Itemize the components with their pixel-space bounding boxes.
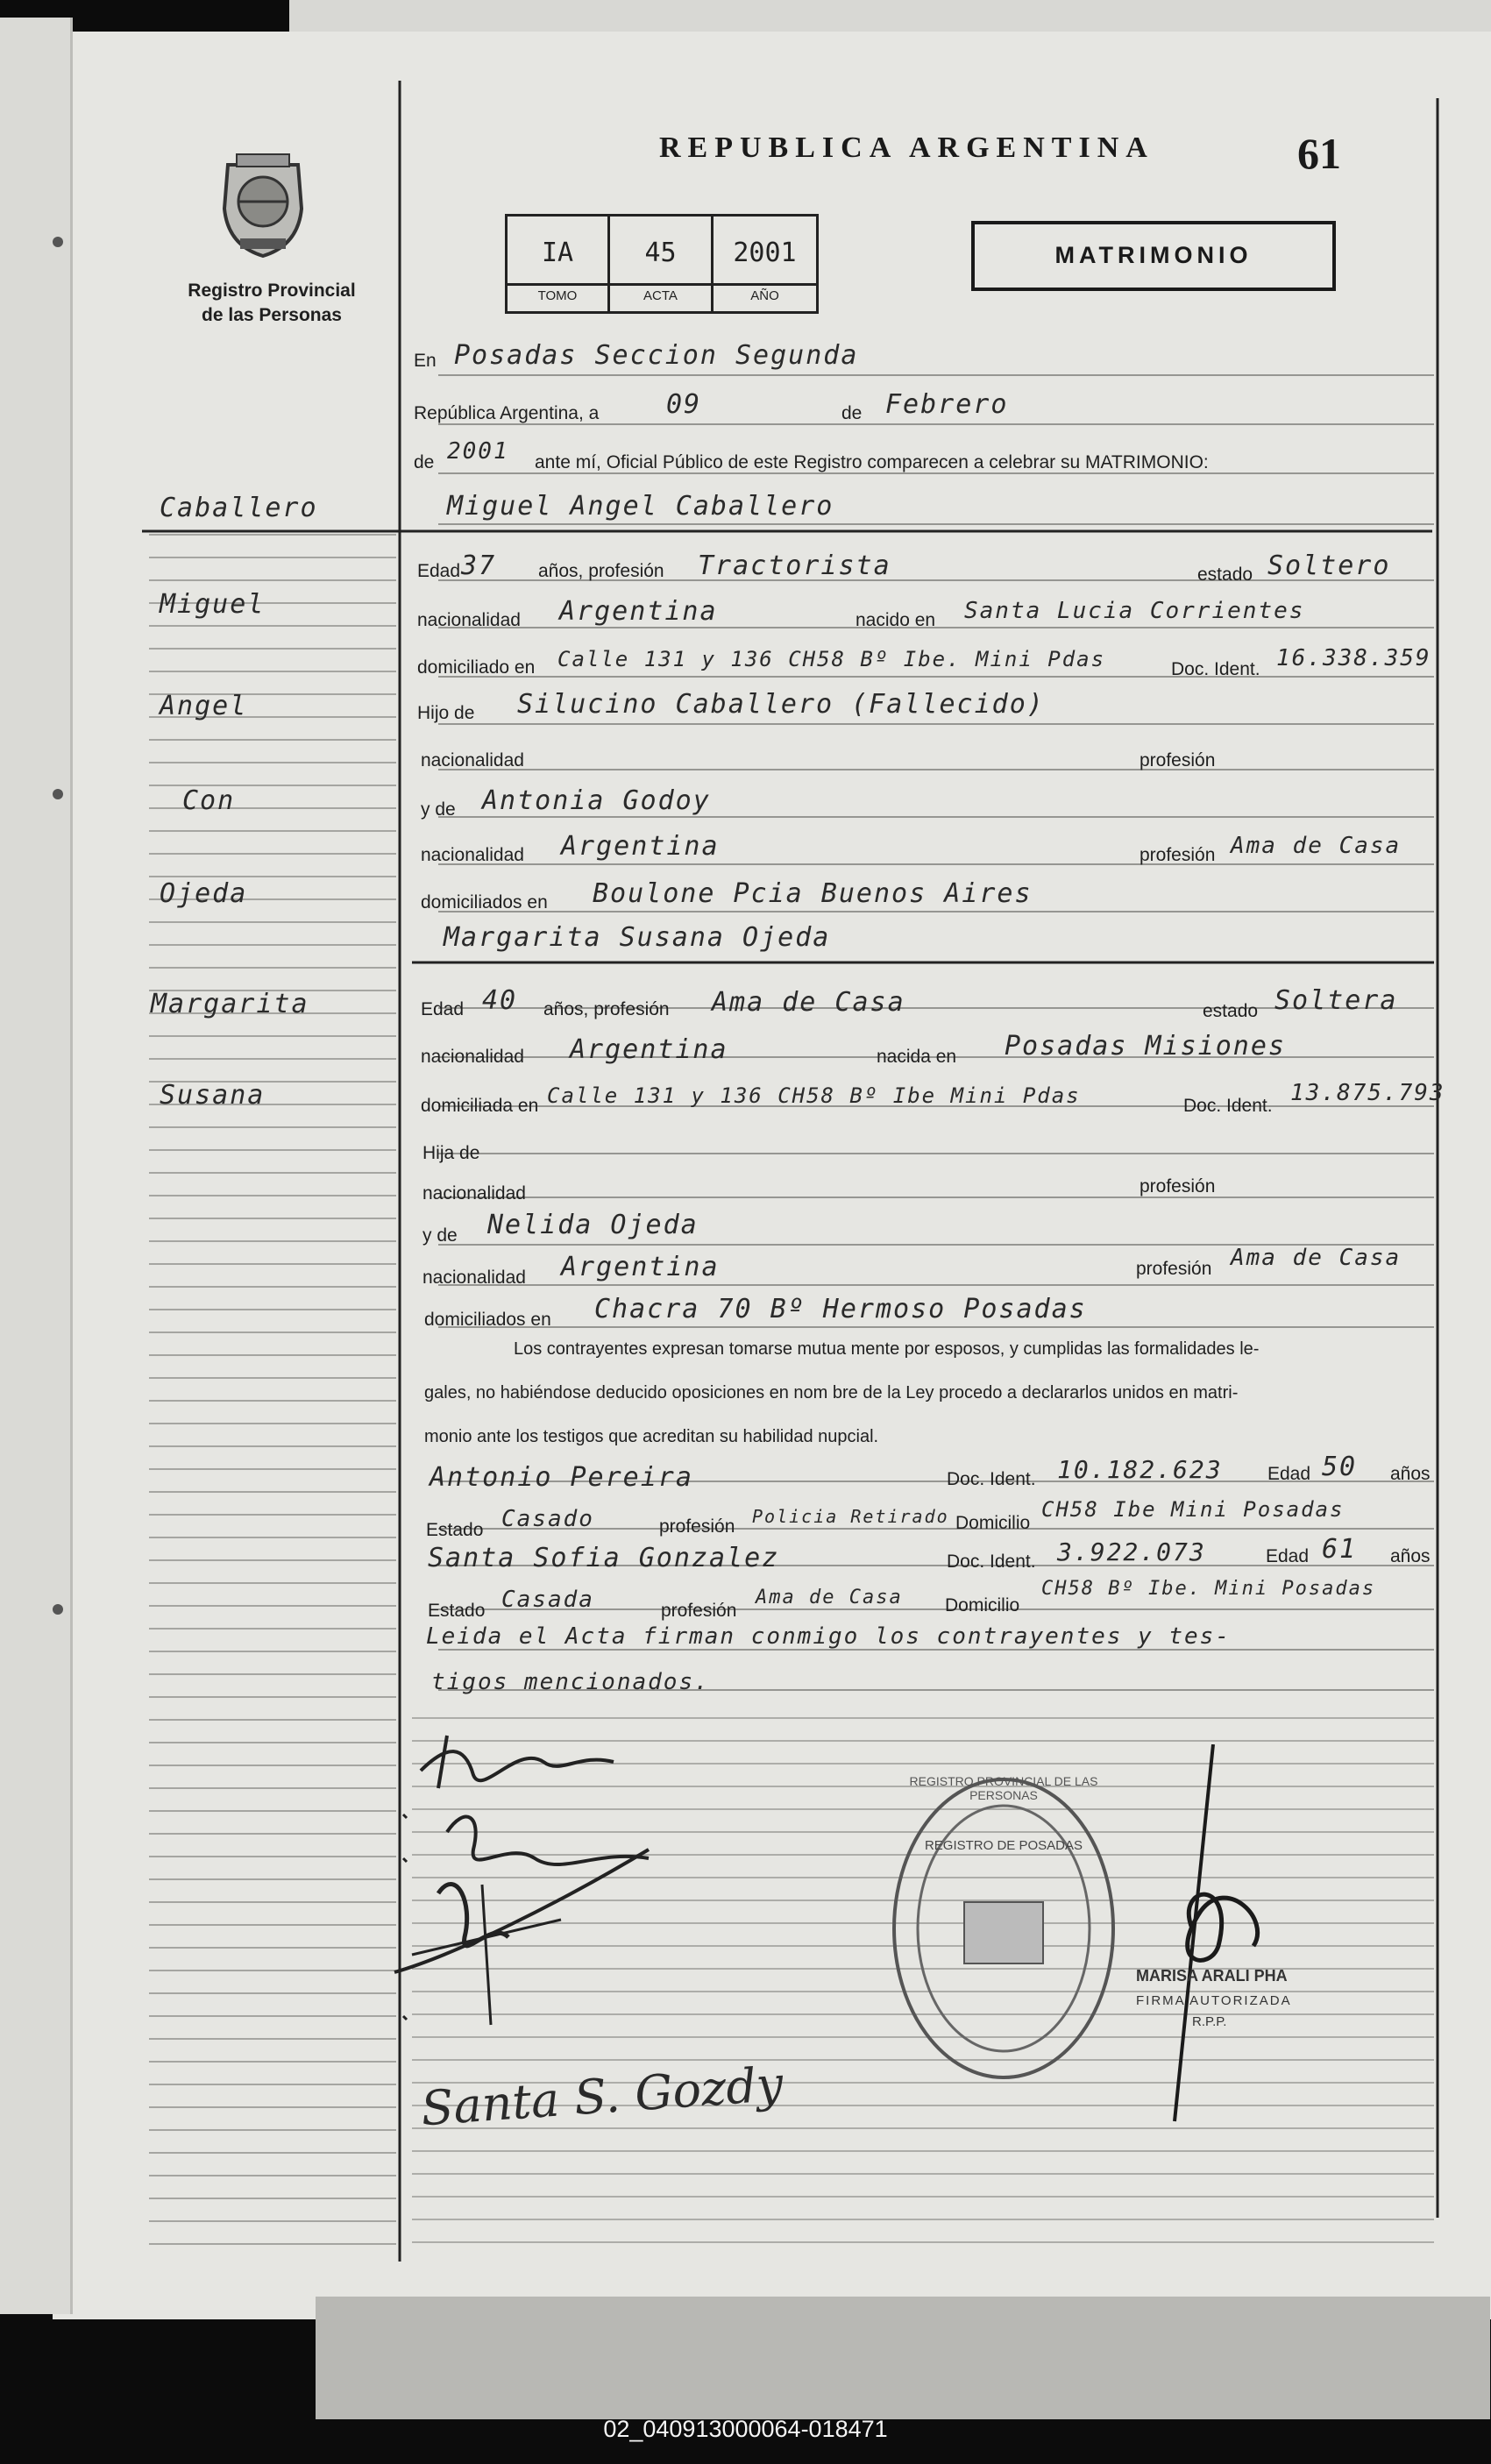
groom-madre-nac: Argentina [561, 831, 720, 862]
witness1-name: Antonio Pereira [430, 1462, 693, 1493]
witness1-estado-label: Estado [426, 1520, 484, 1540]
act-type-box: MATRIMONIO [971, 221, 1336, 291]
tomo-label: TOMO [537, 288, 578, 303]
ano-label: AÑO [750, 288, 779, 303]
bride-hija-label: Hija de [422, 1143, 480, 1163]
groom-profesion: Tractorista [698, 550, 891, 581]
bride-madre-nac: Argentina [561, 1252, 720, 1282]
bride-padre-nac-label: nacionalidad [422, 1183, 526, 1204]
bride-edad-label: Edad [421, 999, 465, 1019]
groom-domicilio: Calle 131 y 136 CH58 Bº Ibe. Mini Pdas [557, 647, 1106, 671]
bride-padres-dom-label: domiciliados en [424, 1310, 551, 1330]
groom-padre-nac-label: nacionalidad [421, 750, 524, 770]
bride-name: Margarita Susana Ojeda [444, 922, 831, 953]
margin-name: Con [182, 785, 236, 816]
groom-nac-label: nacionalidad [417, 610, 521, 630]
groom-madre-prof-label: profesión [1140, 845, 1216, 865]
groom-yde-label: y de [421, 799, 456, 820]
declaration-line3: monio ante los testigos que acreditan su habilidad nupcial. [424, 1427, 879, 1446]
bride-edad: 40 [482, 985, 518, 1016]
groom-doc: 16.338.359 [1276, 645, 1431, 671]
ano-value: 2001 [733, 238, 797, 268]
witness1-prof-label: profesión [659, 1516, 735, 1537]
day-value: 09 [666, 389, 702, 420]
bride-padres-dom: Chacra 70 Bº Hermoso Posadas [594, 1294, 1087, 1324]
contrayentes-signatures-icon [386, 1727, 684, 2051]
acta-value: 45 [644, 238, 677, 268]
groom-name: Miguel Angel Caballero [447, 491, 834, 522]
witness1-profesion: Policia Retirado [752, 1506, 949, 1527]
closing-line1: Leida el Acta firman conmigo los contrayentes y tes- [426, 1623, 1231, 1650]
witness2-edad: 61 [1322, 1534, 1358, 1565]
bride-estado: Soltera [1274, 985, 1398, 1016]
bride-yde-label: y de [422, 1225, 458, 1246]
groom-nacido-label: nacido en [856, 610, 936, 630]
year-value: 2001 [447, 438, 509, 465]
witness2-doc-label: Doc. Ident. [947, 1552, 1036, 1572]
declaration-line2: gales, no habiéndose deducido oposiciones en nom bre de la Ley procedo a declararlos unidos en matri- [424, 1383, 1239, 1402]
bride-padre-prof-label: profesión [1140, 1176, 1216, 1196]
registry-seal-icon [885, 1771, 1122, 2086]
bride-anos-label: años, profesión [543, 999, 670, 1019]
groom-nacionalidad: Argentina [559, 596, 718, 627]
republica-label: República Argentina, a [414, 403, 600, 423]
bride-profesion: Ama de Casa [712, 987, 905, 1018]
bride-madre-prof: Ama de Casa [1231, 1245, 1402, 1271]
registry-name-line1: Registro Provincial [188, 280, 356, 301]
groom-nacido-en: Santa Lucia Corrientes [964, 598, 1305, 624]
groom-dom-label: domiciliado en [417, 657, 536, 678]
officer-title: FIRMA AUTORIZADA [1136, 1993, 1292, 2008]
witness2-edad-label: Edad [1266, 1546, 1310, 1566]
seal-inner-text: REGISTRO DE POSADAS [924, 1838, 1083, 1853]
groom-padres-dom: Boulone Pcia Buenos Aires [593, 878, 1033, 909]
groom-estado: Soltero [1267, 550, 1391, 581]
intro-statement: ante mí, Oficial Público de este Registro comparecen a celebrar su MATRIMONIO: [535, 452, 1209, 472]
officer-signature-icon [1140, 1744, 1315, 2130]
groom-padre-prof-label: profesión [1140, 750, 1216, 770]
margin-name: Margarita [151, 989, 309, 1019]
bride-estado-label: estado [1203, 1001, 1259, 1021]
acta-label: ACTA [643, 288, 678, 303]
file-id: 02_040913000064-018471 [603, 2416, 888, 2442]
witness2-domicilio: CH58 Bº Ibe. Mini Posadas [1041, 1578, 1376, 1600]
witness-signature-bottom: Santa S. Gozdy [419, 2056, 785, 2137]
registry-name [158, 279, 386, 328]
witness1-edad: 50 [1322, 1452, 1358, 1482]
groom-hijo-label: Hijo de [417, 703, 475, 723]
bride-nac-label: nacionalidad [421, 1047, 524, 1067]
witness1-doc: 10.182.623 [1057, 1455, 1223, 1484]
witness1-doc-label: Doc. Ident. [947, 1469, 1036, 1489]
witness2-anos-label: años [1390, 1546, 1431, 1566]
de2-label: de [414, 452, 435, 472]
groom-madre: Antonia Godoy [482, 785, 711, 816]
margin-name: Susana [160, 1080, 266, 1111]
witness1-dom-label: Domicilio [955, 1513, 1031, 1533]
country-title: REPUBLICA ARGENTINA [659, 131, 1154, 164]
margin-name: Caballero [160, 493, 318, 523]
margin-name: Miguel [160, 589, 266, 620]
de-label: de [841, 403, 863, 423]
officer-name: MARISA ARALI PHA [1136, 1967, 1288, 1985]
witness1-anos-label: años [1390, 1464, 1431, 1484]
bride-nacida-en: Posadas Misiones [1005, 1031, 1286, 1062]
witness2-profesion: Ama de Casa [756, 1587, 903, 1608]
bride-domicilio: Calle 131 y 136 CH58 Bº Ibe Mini Pdas [547, 1083, 1081, 1108]
witness2-estado-label: Estado [428, 1601, 486, 1621]
groom-estado-label: estado [1197, 565, 1253, 585]
witness2-name: Santa Sofia Gonzalez [428, 1543, 780, 1573]
en-label: En [414, 351, 437, 371]
groom-doc-label: Doc. Ident. [1171, 659, 1260, 679]
seal-ring-text: REGISTRO PROVINCIAL DE LAS PERSONAS [909, 1774, 1098, 1802]
margin-name: Ojeda [160, 878, 248, 909]
groom-padres-dom-label: domiciliados en [421, 892, 548, 912]
witness2-prof-label: profesión [661, 1601, 737, 1621]
bride-madre-nac-label: nacionalidad [422, 1268, 526, 1288]
groom-edad: 37 [461, 550, 497, 581]
officer-org: R.P.P. [1192, 2014, 1227, 2029]
witness2-dom-label: Domicilio [945, 1595, 1020, 1615]
groom-madre-prof: Ama de Casa [1231, 833, 1402, 859]
witness2-doc: 3.922.073 [1057, 1537, 1206, 1566]
witness1-edad-label: Edad [1267, 1464, 1311, 1484]
groom-madre-nac-label: nacionalidad [421, 845, 524, 865]
bride-doc: 13.875.793 [1290, 1080, 1445, 1106]
declaration-line1: Los contrayentes expresan tomarse mutua mente por esposos, y cumplidas las formalidades le- [514, 1339, 1260, 1359]
page-number: 61 [1297, 129, 1341, 178]
registry-name-line2: de las Personas [202, 305, 342, 325]
bride-nacionalidad: Argentina [570, 1034, 728, 1065]
month-value: Febrero [885, 389, 1009, 420]
bride-madre: Nelida Ojeda [487, 1210, 699, 1240]
registry-emblem-icon [210, 147, 316, 261]
margin-name: Angel [160, 691, 248, 721]
witness1-domicilio: CH58 Ibe Mini Posadas [1041, 1497, 1345, 1522]
en-value: Posadas Seccion Segunda [454, 340, 859, 371]
bride-nacida-label: nacida en [877, 1047, 957, 1067]
groom-padre: Silucino Caballero (Fallecido) [517, 689, 1045, 720]
tomo-value: IA [541, 238, 574, 268]
bride-dom-label: domiciliada en [421, 1096, 539, 1116]
groom-anos-label: años, profesión [538, 561, 664, 581]
bride-doc-label: Doc. Ident. [1183, 1096, 1273, 1116]
record-number-box [505, 214, 819, 314]
closing-line2: tigos mencionados. [431, 1669, 710, 1695]
groom-edad-label: Edad [417, 561, 461, 581]
bride-madre-prof-label: profesión [1136, 1259, 1212, 1279]
witness2-estado: Casada [501, 1587, 594, 1613]
witness1-estado: Casado [501, 1506, 594, 1532]
